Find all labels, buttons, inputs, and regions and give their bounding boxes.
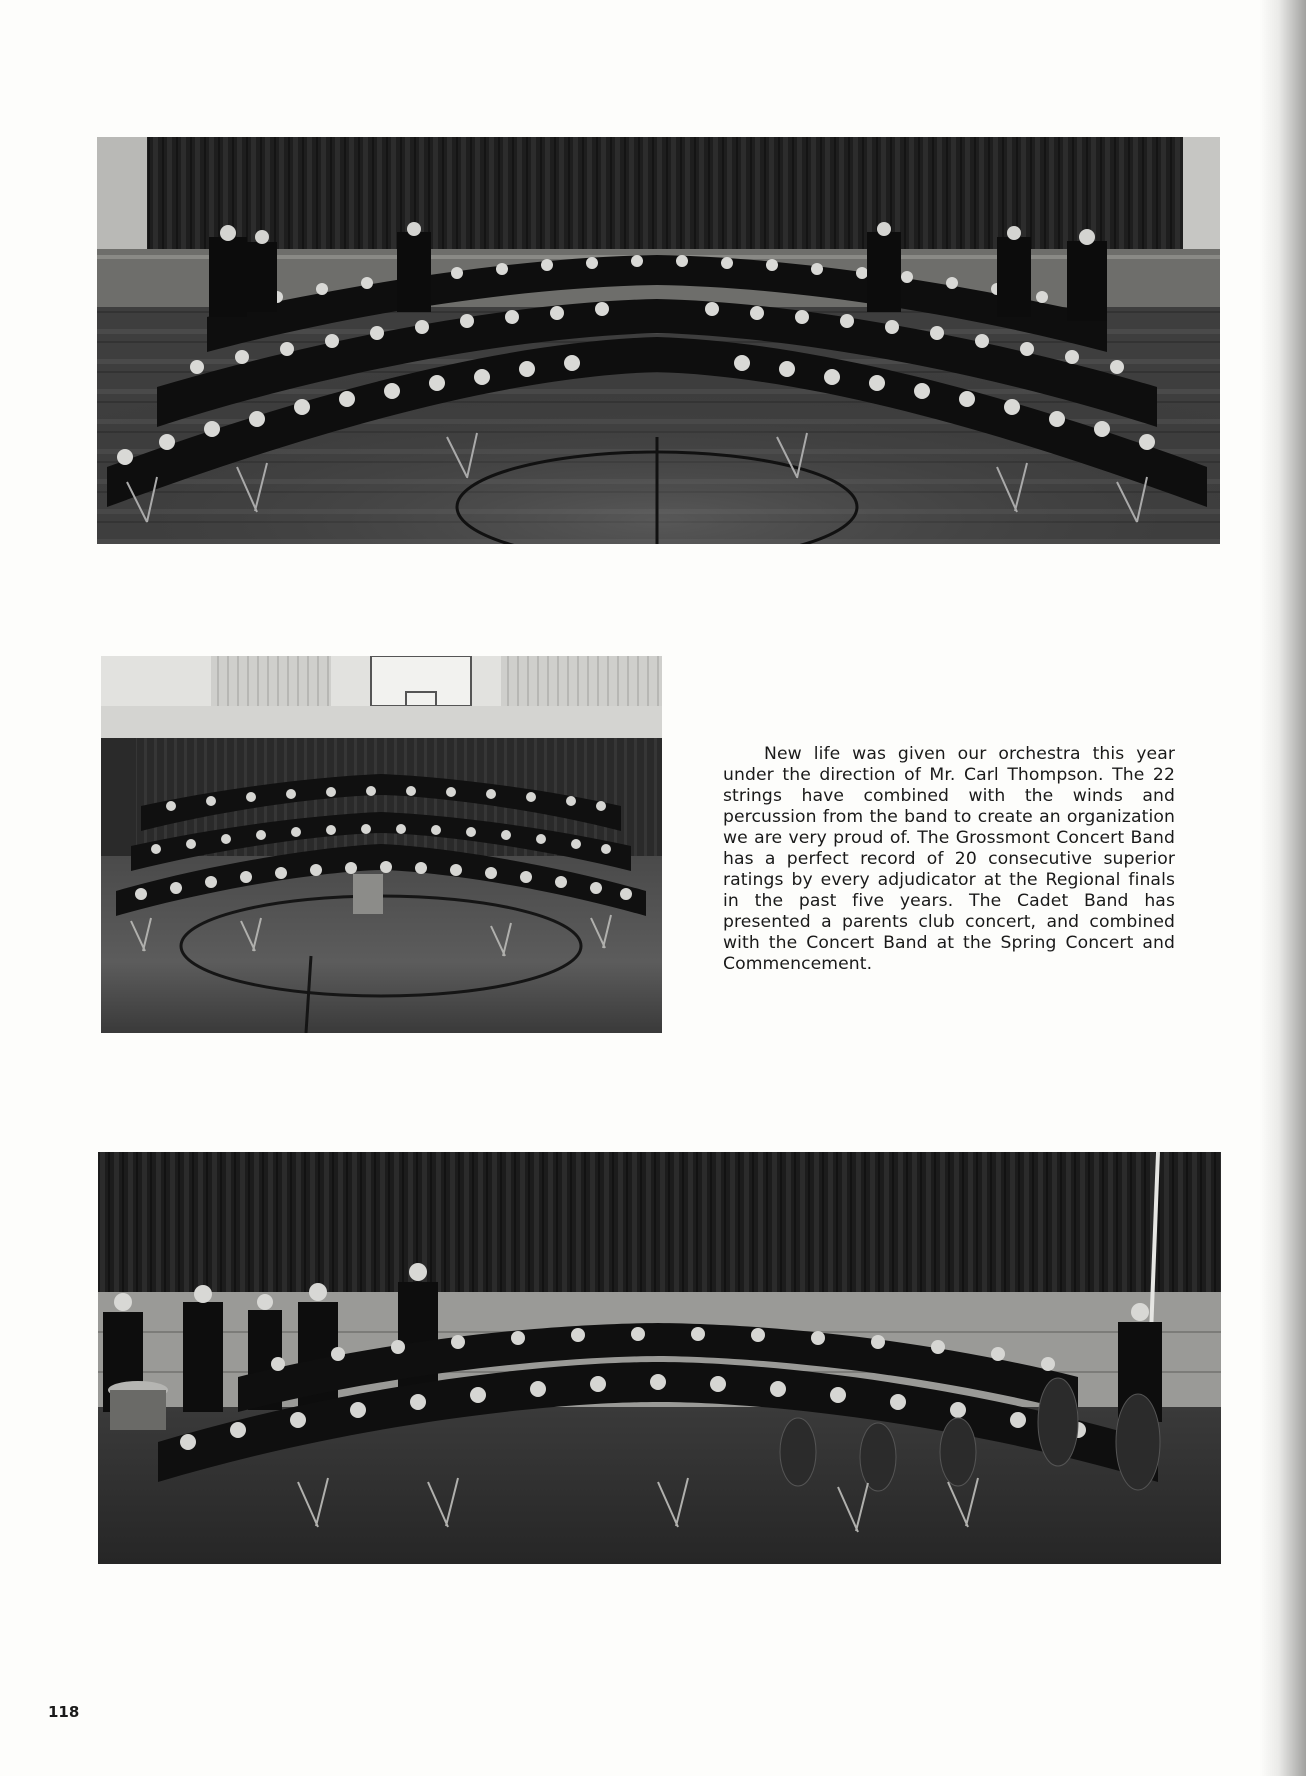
concert-band-photo-image	[97, 137, 1220, 544]
page-edge-shadow	[1260, 0, 1306, 1776]
page-number: 118	[48, 1703, 80, 1721]
article-paragraph: New life was given our orchestra this year under the direction of Mr. Carl Thompson. The 22 strings have combined with the winds and percussion from the band to create an organization we are very proud of. The Grossmont Concert Band has a perfect record of 20 consecutive superior ratings by every adjudicator at the Regional finals in the past five years. The Cadet Band has presented a parents club concert, and combined with the Concert Band at the Spring Concert and Commencement.	[723, 744, 1175, 974]
cadet-band-photo-image	[101, 656, 662, 1033]
orchestra-photo-image	[98, 1152, 1221, 1564]
concert-band-photo	[97, 137, 1220, 544]
cadet-band-photo	[101, 656, 662, 1033]
orchestra-photo	[98, 1152, 1221, 1564]
